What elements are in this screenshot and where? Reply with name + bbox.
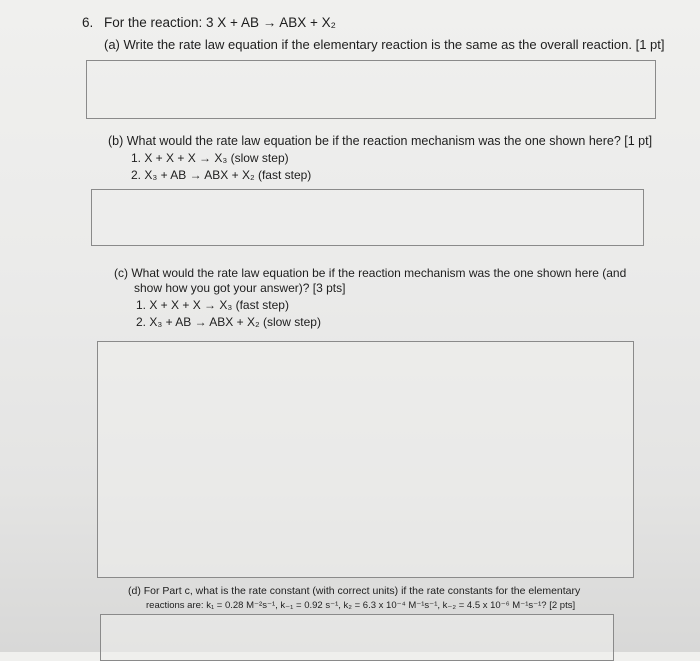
part-d-prompt-line-2: reactions are: k₁ = 0.28 M⁻²s⁻¹, k₋₁ = 0.92 s⁻¹, k₂ = 6.3 x 10⁻⁴ M⁻¹s⁻¹, k₋₂ = 4.5 x 10⁻⁶ M⁻¹s⁻¹? [2 pts] (146, 600, 576, 611)
part-b-step-2: 2. X₃ + AB → ABX + X₂ (fast step) (131, 168, 312, 182)
part-d-prompt-line-1: (d) For Part c, what is the rate constant (with correct units) if the rate constants for the elementary (128, 585, 581, 597)
part-b-prompt: (b) What would the rate law equation be if the reaction mechanism was the one shown here? [1 pt] (108, 134, 653, 148)
part-b-step-1: 1. X + X + X → X₃ (slow step) (131, 151, 289, 165)
part-c-step-1: 1. X + X + X → X₃ (fast step) (136, 298, 289, 312)
part-a-answer-box[interactable] (86, 60, 656, 119)
part-a-prompt: (a) Write the rate law equation if the elementary reaction is the same as the overall reaction. [1 pt] (104, 37, 665, 52)
part-b-answer-box[interactable] (91, 189, 644, 246)
part-c-step-2: 2. X₃ + AB → ABX + X₂ (slow step) (136, 315, 321, 329)
question-heading: For the reaction: 3 X + AB → ABX + X₂ (104, 15, 336, 30)
part-d-answer-box[interactable] (100, 614, 614, 661)
question-number: 6. (82, 15, 94, 30)
part-c-answer-box[interactable] (97, 341, 634, 578)
part-c-prompt-line-2: show how you got your answer)? [3 pts] (134, 281, 346, 295)
part-c-prompt-line-1: (c) What would the rate law equation be if the reaction mechanism was the one shown here (and (114, 266, 627, 280)
